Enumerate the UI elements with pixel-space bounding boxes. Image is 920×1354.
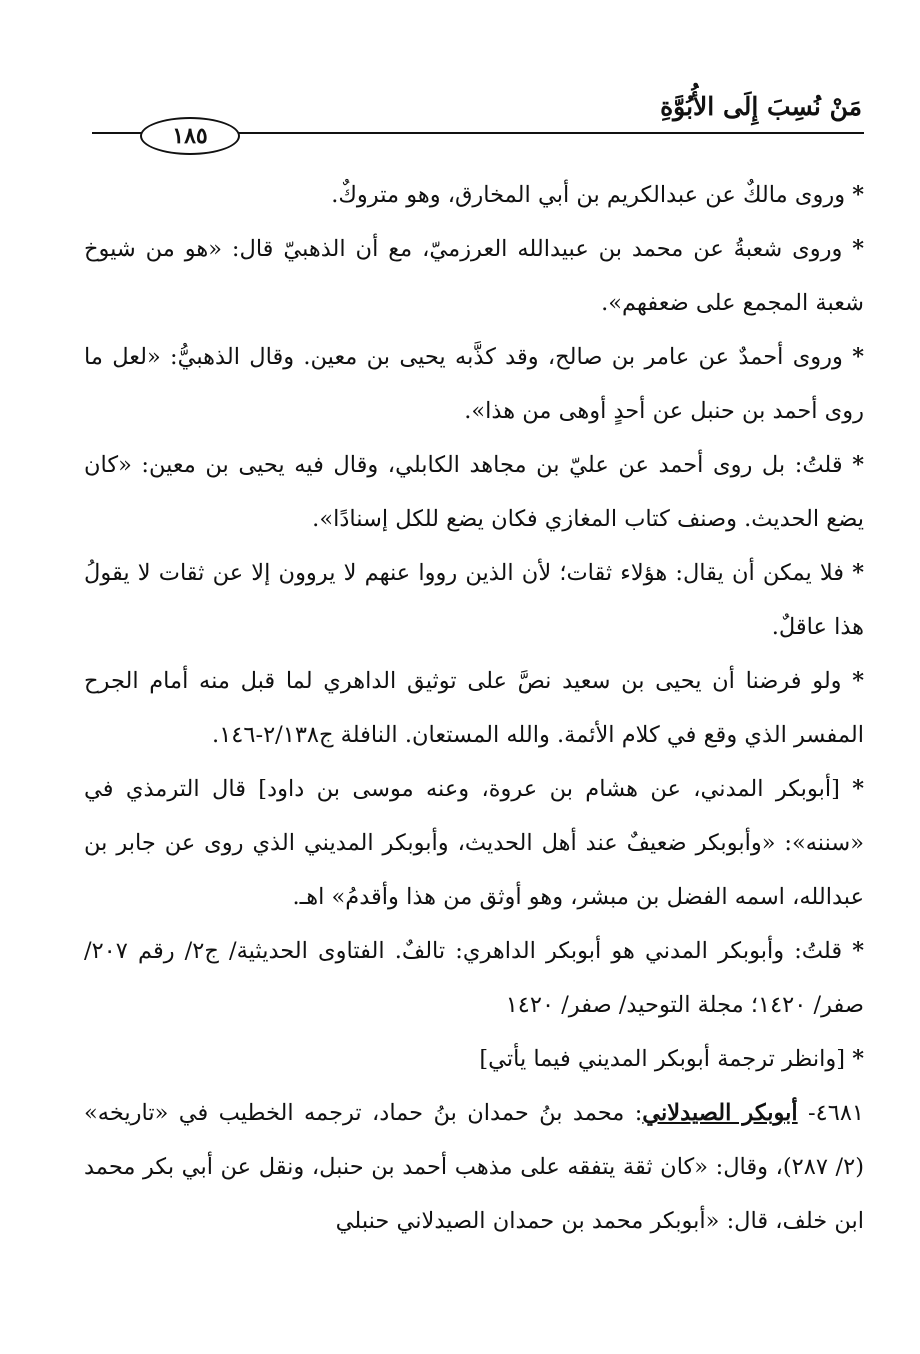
entry-text: : محمد بنُ حمدان بنُ حماد، ترجمه الخطيب في «تاريخه» (٢/ ٢٨٧)، وقال: «كان ثقة يتفقه على مذهب أحمد بن حنبل، ونقل عن أبي بكر محمد ابن خلف، قال: «أبوبكر محمد بن حمدان الصيدلاني حنبلي <box>84 1100 864 1234</box>
paragraph-6 <box>84 654 864 762</box>
paragraph-text: وروى شعبةُ عن محمد بن عبيدالله العرزميّ، مع أن الذهبيّ قال: «هو من شيوخ شعبة المجمع على ضعفهم». <box>84 236 864 316</box>
page-body <box>84 168 864 1248</box>
paragraph-text: [أبوبكر المدني، عن هشام بن عروة، وعنه موسى بن داود] قال الترمذي في «سننه»: «وأبوبكر ضعيفٌ عند أهل الحديث، وأبوبكر المديني الذي روى عن جابر بن عبدالله، اسمه الفضل بن مبشر، وهو أوثق من هذا وأقدمُ» اهـ. <box>84 776 864 910</box>
bullet-mark: * <box>852 236 865 262</box>
paragraph-3 <box>84 330 864 438</box>
bullet-mark: * <box>852 938 864 964</box>
paragraph-text: قلتُ: بل روى أحمد عن عليّ بن مجاهد الكابلي، وقال فيه يحيى بن معين: «كان يضع الحديث. وصنف كتاب المغازي فكان يضع للكل إسنادًا». <box>84 452 864 532</box>
paragraph-text: ولو فرضنا أن يحيى بن سعيد نصَّ على توثيق الداهري لما قبل منه أمام الجرح المفسر الذي وقع في كلام الأئمة. والله المستعان. النافلة ج٢/١٣٨-١٤٦. <box>84 668 864 748</box>
entry-name: أبوبكر الصيدلاني <box>642 1100 798 1126</box>
bullet-mark: * <box>852 344 865 370</box>
bullet-mark: * <box>852 776 865 802</box>
paragraph-1 <box>84 168 864 222</box>
paragraph-7 <box>84 762 864 924</box>
paragraph-text: فلا يمكن أن يقال: هؤلاء ثقات؛ لأن الذين رووا عنهم لا يروون إلا عن ثقات لا يقولُ هذا عاقلٌ. <box>84 560 864 640</box>
paragraph-2 <box>84 222 864 330</box>
running-header-title: مَنْ نُسِبَ إِلَى الأُبُوَّةِ <box>660 92 862 121</box>
paragraph-text: وروى مالكٌ عن عبدالكريم بن أبي المخارق، وهو متروكٌ. <box>331 182 846 208</box>
bullet-mark: * <box>852 668 864 694</box>
entry-number: ٤٦٨١- <box>808 1100 864 1126</box>
page-number: ١٨٥ <box>172 123 208 149</box>
bullet-mark: * <box>852 1046 864 1072</box>
paragraph-8 <box>84 924 864 1032</box>
page-number-badge <box>140 117 240 155</box>
entry-4681 <box>84 1086 864 1248</box>
paragraph-text: [وانظر ترجمة أبوبكر المديني فيما يأتي] <box>479 1046 846 1072</box>
paragraph-text: وروى أحمدٌ عن عامر بن صالح، وقد كذَّبه يحيى بن معين. وقال الذهبيُّ: «لعل ما روى أحمد بن حنبل عن أحدٍ أوهى من هذا». <box>84 344 864 424</box>
paragraph-4 <box>84 438 864 546</box>
paragraph-text: قلتُ: وأبوبكر المدني هو أبوبكر الداهري: تالفٌ. الفتاوى الحديثية/ ج٢/ رقم ٢٠٧/ صفر/ ١٤٢٠؛ مجلة التوحيد/ صفر/ ١٤٢٠ <box>84 938 864 1018</box>
bullet-mark: * <box>852 560 864 586</box>
bullet-mark: * <box>852 452 864 478</box>
paragraph-9 <box>84 1032 864 1086</box>
paragraph-5 <box>84 546 864 654</box>
bullet-mark: * <box>852 182 864 208</box>
